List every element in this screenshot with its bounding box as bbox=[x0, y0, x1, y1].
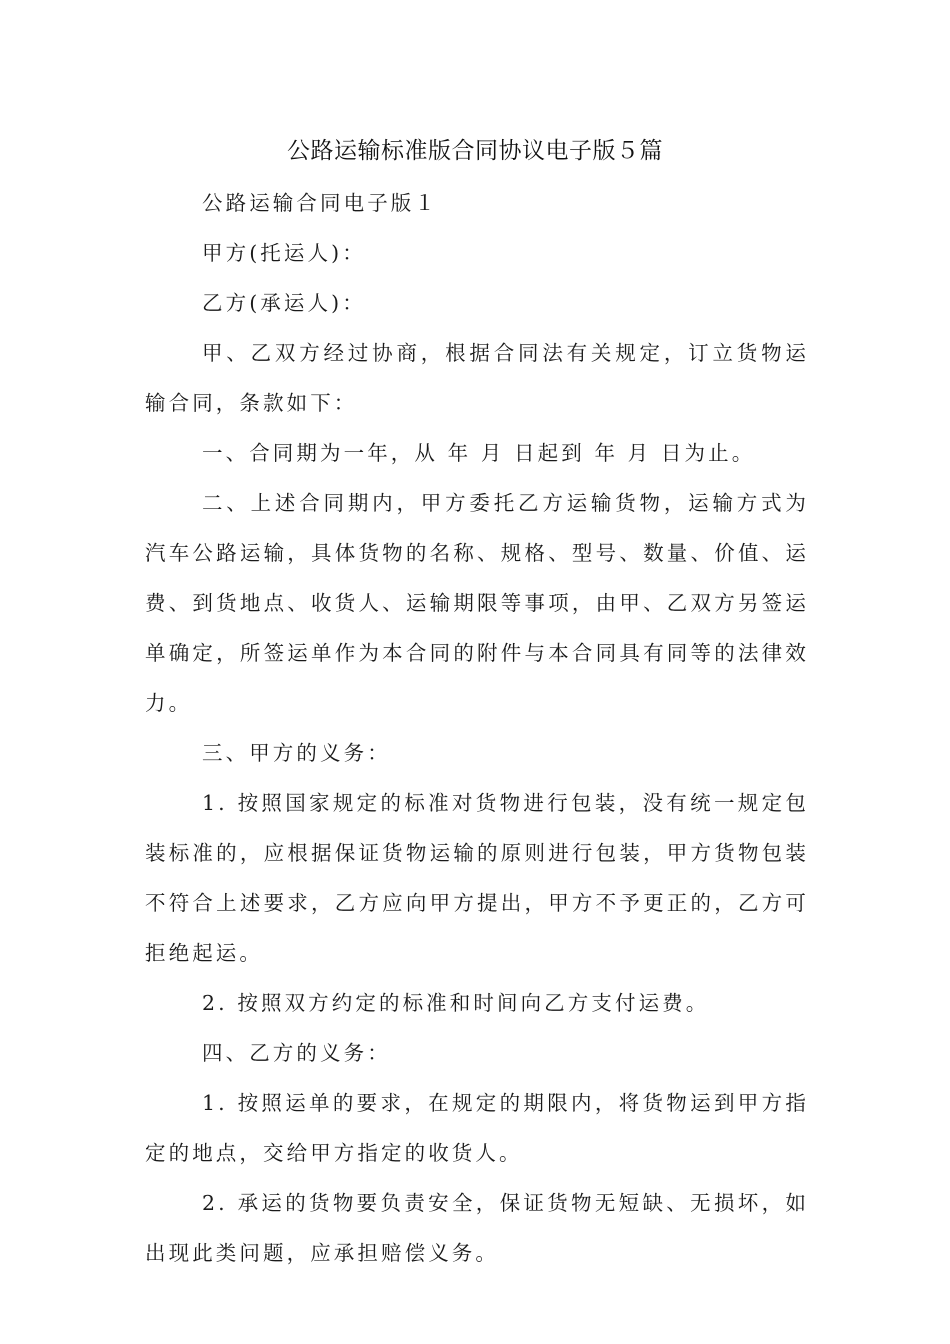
clause-three-item-2: 2. 按照双方约定的标准和时间向乙方支付运费。 bbox=[202, 991, 710, 1015]
clause-two: 二、上述合同期内，甲方委托乙方运输货物，运输方式为汽车公路运输，具体货物的名称、规格、型号、数量、价值、运费、到货地点、收货人、运输期限等事项，由甲、乙双方另签运单确定，所签运单作为本合同的附件与本合同具有同等的法律效力。 bbox=[145, 491, 809, 715]
document-body bbox=[145, 178, 809, 1278]
document-title: 公路运输标准版合同协议电子版５篇 bbox=[287, 138, 663, 164]
party-a-line: 甲方(托运人)： bbox=[202, 241, 366, 265]
party-b-line: 乙方(承运人)： bbox=[202, 291, 366, 315]
clause-three-heading: 三、甲方的义务： bbox=[202, 741, 391, 765]
preamble-paragraph: 甲、乙双方经过协商，根据合同法有关规定，订立货物运输合同，条款如下： bbox=[145, 341, 809, 415]
clause-four-heading: 四、乙方的义务： bbox=[202, 1041, 391, 1065]
clause-one: 一、合同期为一年，从 年 月 日起到 年 月 日为止。 bbox=[202, 441, 756, 465]
clause-four-item-1: 1. 按照运单的要求，在规定的期限内，将货物运到甲方指定的地点，交给甲方指定的收货人。 bbox=[145, 1091, 809, 1165]
clause-three-item-1: 1. 按照国家规定的标准对货物进行包装，没有统一规定包装标准的，应根据保证货物运输的原则进行包装，甲方货物包装不符合上述要求，乙方应向甲方提出，甲方不予更正的，乙方可拒绝起运。 bbox=[145, 791, 809, 965]
contract-subtitle: 公路运输合同电子版１ bbox=[202, 191, 438, 215]
clause-four-item-2: 2. 承运的货物要负责安全，保证货物无短缺、无损坏，如出现此类问题，应承担赔偿义务。 bbox=[145, 1191, 809, 1265]
